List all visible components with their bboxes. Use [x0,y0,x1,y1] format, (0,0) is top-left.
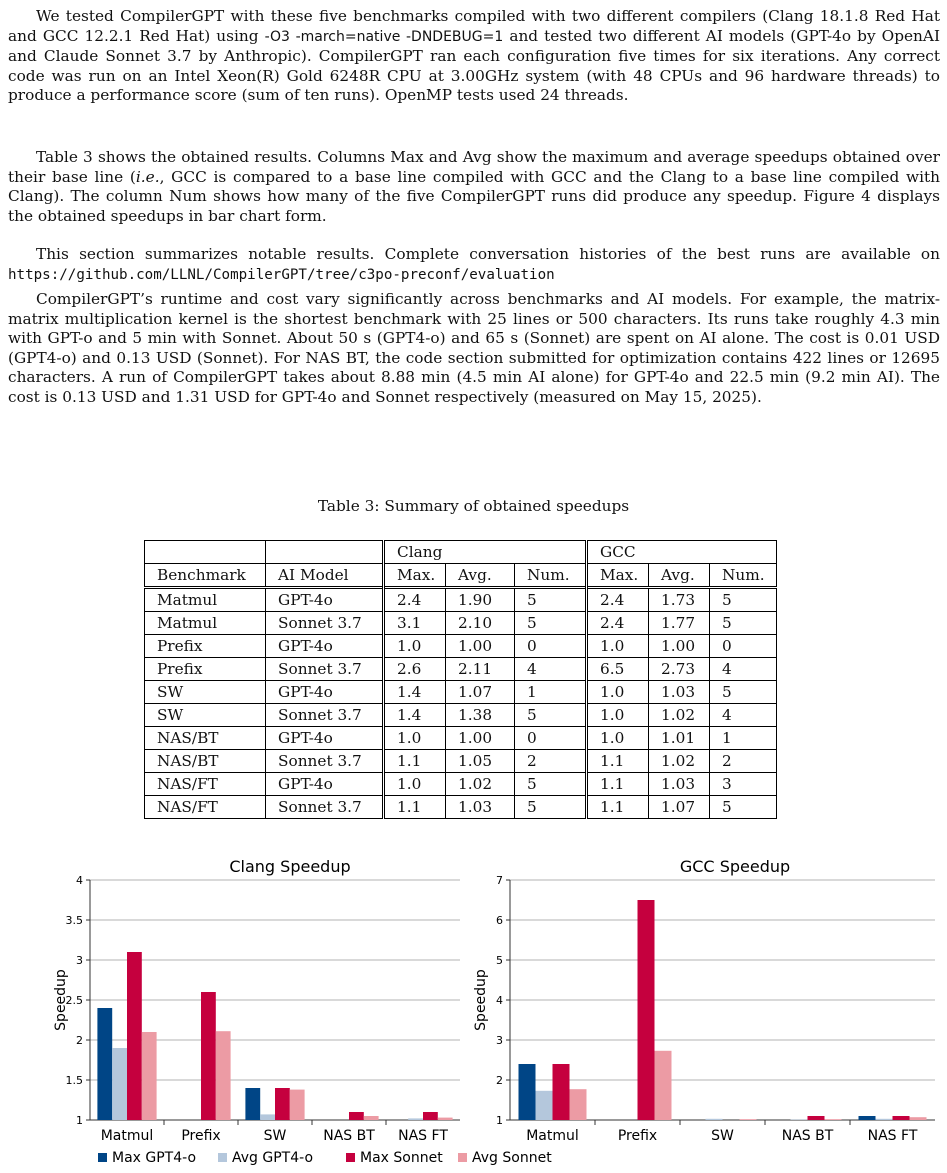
bar-avg-gpt4o [112,1048,127,1120]
table-cell: GPT-4o [266,635,384,658]
table-cell: 5 [710,796,777,819]
table-cell: 1.0 [587,727,649,750]
bar-max-gpt4o [519,1064,536,1120]
table-cell: 1.4 [384,704,446,727]
bar-avg-sonnet [142,1032,157,1120]
table-cell: 4 [710,704,777,727]
y-tick-label: 1.5 [65,1074,83,1087]
table-cell: NAS/FT [145,796,266,819]
table-row [145,658,777,681]
speedup-table [144,540,777,819]
table-cell: 1.0 [587,704,649,727]
table-cell: 1.00 [446,635,515,658]
table-header-cell: Avg. [446,564,515,588]
table-row [145,796,777,819]
paragraph-summary-text: This section summarizes notable results. Complete conversation histories of the best runs are available on [36,245,940,263]
table-cell: GPT-4o [266,773,384,796]
table-cell: 2.10 [446,612,515,635]
y-tick-label: 1 [496,1114,503,1127]
bar-max-sonnet [127,952,142,1120]
table-cell: 1.00 [649,635,710,658]
legend-label-avg-gpt4o: Avg GPT4-o [232,1150,314,1166]
y-tick-label: 2 [496,1074,503,1087]
table-cell: Sonnet 3.7 [266,704,384,727]
bar-avg-sonnet [655,1051,672,1120]
legend-swatch-avg-gpt4o [218,1153,227,1162]
paragraph-results-text-a: Table 3 shows the obtained results. Columns Max and Avg show the maximum and average speedups obtained over their base line ( [8,148,940,186]
bar-avg-sonnet [570,1089,587,1120]
table-row [145,704,777,727]
table-cell: SW [145,704,266,727]
table-cell: 1.1 [587,796,649,819]
paragraph-summary [8,245,940,285]
table-cell: 0 [515,727,587,750]
table-cell: 1.1 [384,796,446,819]
table-cell: 0 [710,635,777,658]
bar-max-sonnet [423,1112,438,1120]
table-cell: 4 [515,658,587,681]
table-cell: 2.4 [587,612,649,635]
table-cell: 1.0 [384,727,446,750]
table-group-clang: Clang [384,541,587,564]
table-header-cell: Benchmark [145,564,266,588]
bar-avg-gpt4o [536,1091,553,1120]
table-row [145,635,777,658]
bar-max-gpt4o [245,1088,260,1120]
x-tick-label: SW [263,1128,287,1144]
table-cell: 1.07 [649,796,710,819]
bar-max-sonnet [349,1112,364,1120]
x-tick-label: Matmul [100,1128,154,1144]
table-cell: NAS/FT [145,773,266,796]
table-cell: 1.0 [587,635,649,658]
x-tick-label: SW [711,1128,734,1144]
bar-max-sonnet [638,900,655,1120]
bar-max-sonnet [553,1064,570,1120]
table-header-cell: Num. [710,564,777,588]
table-cell: 1.77 [649,612,710,635]
table-cell: GPT-4o [266,727,384,750]
y-tick-label: 4 [496,994,503,1007]
y-tick-label: 1 [76,1114,83,1127]
table-cell: 5 [515,773,587,796]
bar-avg-gpt4o [706,1119,723,1120]
table-row [145,773,777,796]
table-caption: Table 3: Summary of obtained speedups [317,497,630,515]
table-cell: 1.01 [649,727,710,750]
bar-avg-sonnet [825,1119,842,1120]
table-cell: Matmul [145,612,266,635]
table-cell: 0 [515,635,587,658]
bar-avg-gpt4o [260,1114,275,1120]
table-cell: Prefix [145,658,266,681]
table-row [145,727,777,750]
table-cell: Sonnet 3.7 [266,750,384,773]
table-cell: SW [145,681,266,704]
bar-max-gpt4o [97,1008,112,1120]
table-cell: 1.0 [587,681,649,704]
bar-max-gpt4o [859,1116,876,1120]
y-tick-label: 7 [496,874,503,887]
x-tick-label: NAS FT [398,1128,448,1144]
table-cell: 1.0 [384,773,446,796]
table-cell: 1.05 [446,750,515,773]
y-tick-label: 3 [76,954,83,967]
legend-label-avg-sonnet: Avg Sonnet [472,1150,552,1166]
table-cell: 1.03 [446,796,515,819]
bar-avg-sonnet [290,1090,305,1120]
table-cell: 1.02 [649,704,710,727]
bar-avg-sonnet [910,1117,927,1120]
table-cell: Sonnet 3.7 [266,658,384,681]
y-tick-label: 2 [76,1034,83,1047]
table-header-cell: Avg. [649,564,710,588]
table-cell: 1.00 [446,727,515,750]
table-cell: 1.0 [384,635,446,658]
table-group-empty [266,541,384,564]
y-tick-label: 3.5 [65,914,83,927]
bar-max-sonnet [808,1116,825,1120]
table-header-cell: Num. [515,564,587,588]
table-cell: 6.5 [587,658,649,681]
table-cell: 2.11 [446,658,515,681]
table-cell: 1.1 [384,750,446,773]
table-row [145,750,777,773]
x-tick-label: Prefix [181,1128,221,1144]
gcc-speedup-chart [460,850,947,1173]
x-tick-label: NAS FT [867,1128,918,1144]
y-tick-label: 6 [496,914,503,927]
bar-avg-sonnet [216,1031,231,1120]
table-cell: Matmul [145,588,266,612]
table-cell: Sonnet 3.7 [266,796,384,819]
bar-max-sonnet [893,1116,910,1120]
ie-abbrev: i.e. [135,167,160,186]
y-tick-label: 4 [76,874,83,887]
table-header-cell: Max. [384,564,446,588]
table-cell: 1.02 [649,750,710,773]
legend-label-max-gpt4o: Max GPT4-o [112,1150,197,1166]
chart-title: Clang Speedup [229,857,351,876]
table-cell: 5 [515,796,587,819]
table-group-header-row [145,541,777,564]
table-header-cell: AI Model [266,564,384,588]
table-cell: 1.1 [587,773,649,796]
table-cell: 5 [710,588,777,612]
x-tick-label: Matmul [526,1128,579,1144]
table-cell: 2.73 [649,658,710,681]
y-axis-label: Speedup [473,969,489,1031]
x-tick-label: NAS BT [323,1128,375,1144]
table-group-gcc: GCC [587,541,777,564]
table-cell: 2.4 [384,588,446,612]
table-cell: GPT-4o [266,681,384,704]
table-row [145,588,777,612]
compiler-flags: -O3 -march=native -DNDEBUG=1 [264,28,504,45]
legend-swatch-max-sonnet [346,1153,355,1162]
table-cell: 2 [515,750,587,773]
table-cell: 5 [710,681,777,704]
table-cell: 1 [515,681,587,704]
table-cell: 1.90 [446,588,515,612]
table-cell: 1.38 [446,704,515,727]
table-cell: 1 [710,727,777,750]
table-cell: 1.1 [587,750,649,773]
table-cell: 1.02 [446,773,515,796]
bar-avg-sonnet [438,1118,453,1120]
table-cell: NAS/BT [145,727,266,750]
legend-label-max-sonnet: Max Sonnet [360,1150,443,1166]
table-cell: 3.1 [384,612,446,635]
x-tick-label: Prefix [617,1128,658,1144]
table-cell: 5 [515,704,587,727]
bar-avg-gpt4o [408,1118,423,1120]
table-header-row [145,564,777,588]
bar-avg-sonnet [364,1116,379,1120]
bar-max-sonnet [201,992,216,1120]
y-tick-label: 2.5 [65,994,83,1007]
paragraph-results [8,148,940,226]
y-tick-label: 3 [496,1034,503,1047]
bar-avg-sonnet [740,1119,757,1120]
table-cell: Sonnet 3.7 [266,612,384,635]
y-tick-label: 5 [496,954,503,967]
x-tick-label: NAS BT [781,1128,834,1144]
legend-swatch-max-gpt4o [98,1153,107,1162]
repo-url-link[interactable]: https://github.com/LLNL/CompilerGPT/tree/c3po-preconf/evaluation [8,266,555,283]
table-cell: 4 [710,658,777,681]
table-cell: 5 [710,612,777,635]
paragraph-setup [8,7,940,106]
table-cell: 5 [515,588,587,612]
table-cell: GPT-4o [266,588,384,612]
table-cell: Prefix [145,635,266,658]
paragraph-setup-text-b: and tested two different AI models (GPT-4o by OpenAI and Claude Sonnet 3.7 by Anthropic). CompilerGPT ran each configuration five times for six iterations. Any correct code was run on an Intel Xeon(R) Gold 6248R CPU at 3.00GHz system (with 48 CPUs and 96 hardware threads) to produce a performance score (sum of ten runs). OpenMP tests used 24 threads. [8,26,940,105]
paragraph-cost: CompilerGPT’s runtime and cost vary significantly across benchmarks and AI models. For example, the matrix-matrix multiplication kernel is the shortest benchmark with 25 lines or 500 characters. Its runs take roughly 4.3 min with GPT-o and 5 min with Sonnet. About 50 s (GPT4-o) and 65 s (Sonnet) are spent on AI alone. The cost is 0.01 USD (GPT4-o) and 0.13 USD (Sonnet). For NAS BT, the code section submitted for optimization contains 422 lines or 12695 characters. A run of CompilerGPT takes about 8.88 min (4.5 min AI alone) for GPT-4o and 22.5 min (9.2 min AI). The cost is 0.13 USD and 1.31 USD for GPT-4o and Sonnet respectively (measured on May 15, 2025). [8,290,940,406]
table-cell: 1.03 [649,773,710,796]
chart-title: GCC Speedup [679,857,791,876]
table-cell: 2 [710,750,777,773]
bar-max-sonnet [275,1088,290,1120]
table-cell: 2.4 [587,588,649,612]
table-cell: 2.6 [384,658,446,681]
paragraph-setup-text-a: We tested CompilerGPT with these five benchmarks compiled with two different compilers (Clang 18.1.8 Red Hat and GCC 12.2.1 Red Hat) using [8,7,940,45]
table-cell: 1.4 [384,681,446,704]
y-axis-label: Speedup [53,969,69,1031]
table-cell: 5 [515,612,587,635]
table-cell: NAS/BT [145,750,266,773]
table-group-empty [145,541,266,564]
table-cell: 1.73 [649,588,710,612]
paragraph-results-text-b: , GCC is compared to a base line compiled with GCC and the Clang to a base line compiled with Clang). The column Num shows how many of the five CompilerGPT runs did produce any speedup. Figure 4 displays the obtained speedups in bar chart form. [8,167,940,225]
clang-speedup-chart [0,850,552,1173]
bar-avg-gpt4o [876,1119,893,1120]
table-row [145,612,777,635]
table-row [145,681,777,704]
table-cell: 1.07 [446,681,515,704]
table-cell: 3 [710,773,777,796]
table-cell: 1.03 [649,681,710,704]
table-header-cell: Max. [587,564,649,588]
